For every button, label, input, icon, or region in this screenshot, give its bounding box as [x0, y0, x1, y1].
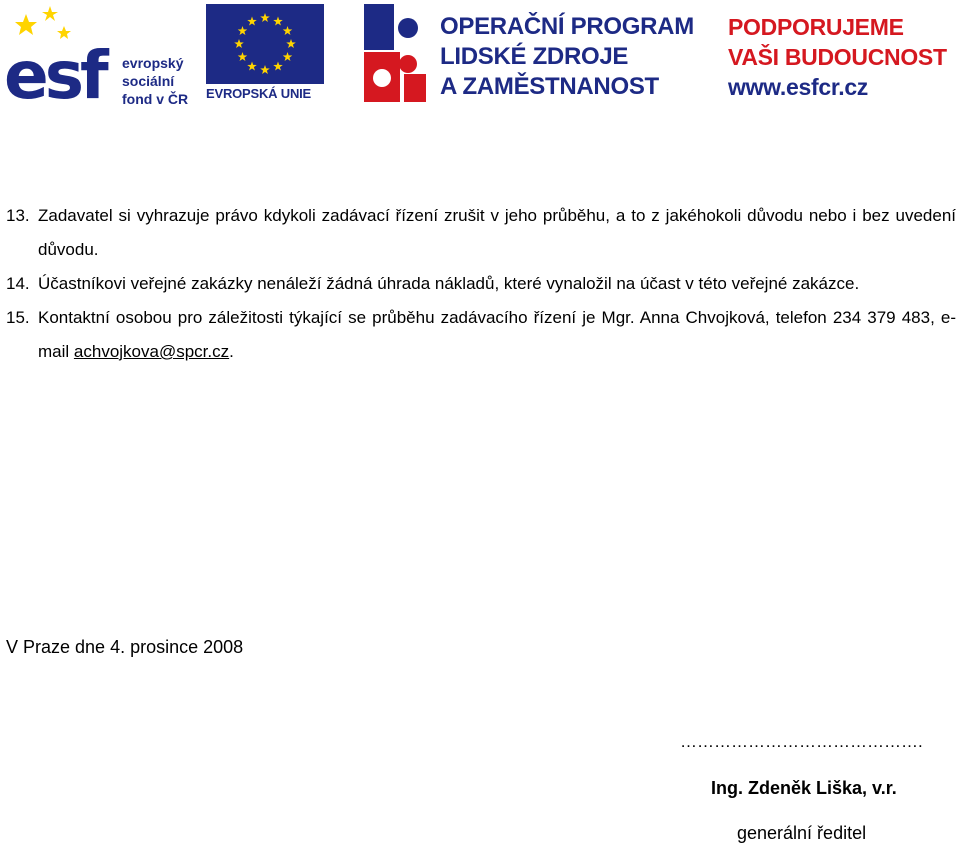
list-item [6, 199, 956, 267]
signatory-name: Ing. Zdeněk Liška, v.r. [711, 778, 897, 798]
conditions-list [6, 199, 956, 369]
esf-text-line-2: sociální [122, 73, 175, 89]
contact-email-link[interactable]: achvojkova@spcr.cz [73, 342, 230, 361]
item-number: 15. [6, 308, 30, 327]
svg-text:esf: esf [4, 37, 105, 104]
item-text [38, 301, 956, 369]
place-and-date: V Praze dne 4. prosince 2008 [6, 637, 244, 657]
item-text: Zadavatel si vyhrazuje právo kdykoli zadávací řízení zrušit v jeho průběhu, a to z jakéhokoli důvodu nebo i bez uvedení důvodu. [38, 206, 956, 259]
item-number: 13. [6, 206, 30, 225]
slogan-url: www.esfcr.cz [728, 74, 869, 100]
item-text-after: . [229, 342, 234, 361]
op-line-1: OPERAČNÍ PROGRAM [440, 13, 694, 40]
eu-logo [206, 4, 324, 104]
item-number: 14. [6, 274, 30, 293]
op-line-2: LIDSKÉ ZDROJE [440, 43, 629, 70]
op-logo [360, 4, 720, 104]
slogan-logo [728, 4, 958, 104]
esf-logo [4, 4, 200, 107]
item-text: Účastníkovi veřejné zakázky nenáleží žádná úhrada nákladů, které vynaložil na účast v této veřejné zakázce. [38, 274, 860, 293]
list-item [6, 301, 956, 369]
signature-line: ……………………………………. [680, 732, 923, 751]
esf-text-line-3: fond v ČR [122, 91, 189, 107]
op-line-3: A ZAMĚSTNANOST [440, 73, 659, 100]
slogan-line-1: PODPORUJEME [728, 14, 904, 40]
header-banner [0, 0, 960, 105]
eu-label: EVROPSKÁ UNIE [206, 86, 312, 101]
list-item [6, 267, 956, 301]
signatory-title: generální ředitel [737, 823, 867, 843]
item-text-before: Kontaktní osobou pro záležitosti týkající se průběhu zadávacího řízení je Mgr. Anna Chvojková, telefon 234 379 483, e-mail [38, 308, 956, 361]
esf-text-line-1: evropský [122, 55, 184, 71]
eu-flag-icon [206, 4, 324, 84]
puzzle-figure-icon [360, 4, 436, 104]
slogan-line-2: VAŠI BUDOUCNOST [728, 44, 947, 70]
esf-mark-icon [4, 4, 122, 104]
